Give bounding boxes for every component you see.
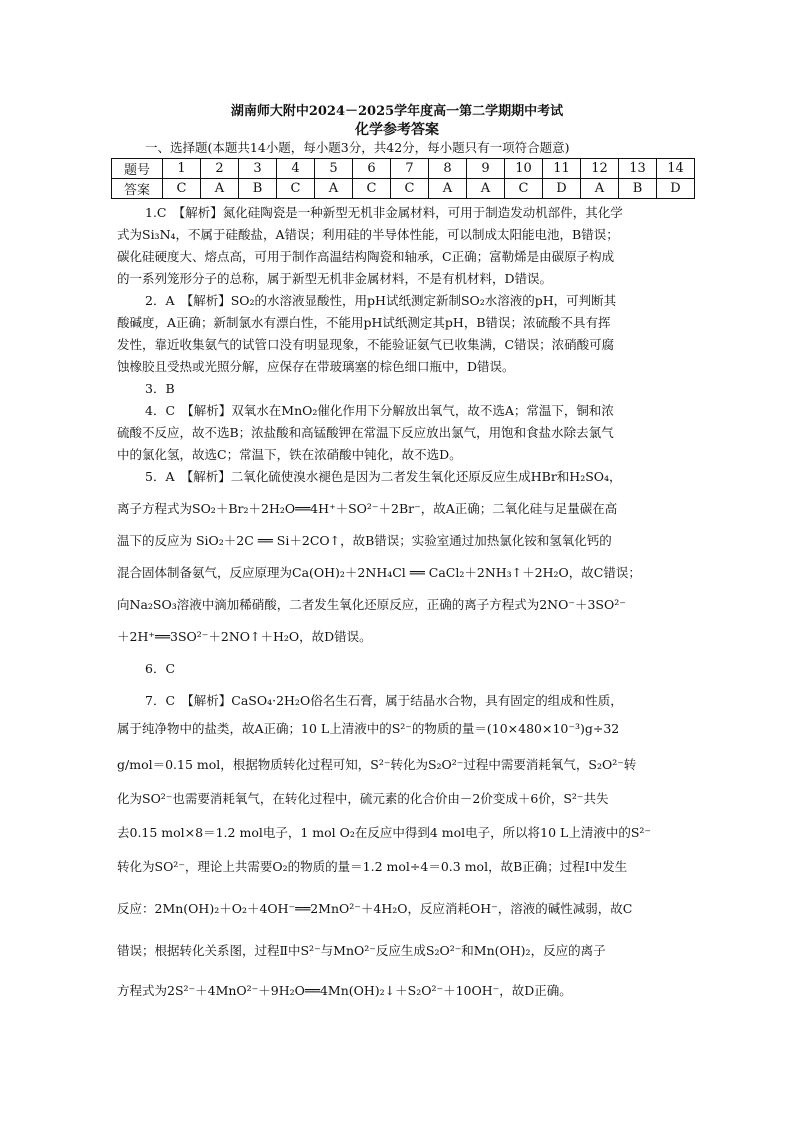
text-line: 向Na₂SO₃溶液中滴加稀硝酸，二者发生氧化还原反应，正确的离子方程式为2NO⁻＋3SO²⁻ [117, 597, 626, 612]
text-line: 方程式为2S²⁻＋4MnO²⁻＋9H₂O══4Mn(OH)₂↓＋S₂O²⁻＋10OH⁻，故D正确。 [117, 983, 572, 998]
row-label: 题号 [112, 159, 163, 179]
text-line: 的一系列笼形分子的总称，属于新型无机非金属材料，不是有机材料，D错误。 [117, 271, 553, 286]
text-line: 温下的反应为 SiO₂＋2C ══ Si＋2CO↑，故B错误；实验室通过加热氯化铵和氢氧化钙的 [117, 533, 612, 548]
text-line: 化为SO²⁻也需要消耗氧气，在转化过程中，硫元素的化合价由－2价变成＋6价，S²⁻共失 [117, 791, 609, 806]
table-cell: A [467, 179, 505, 199]
table-cell: 6 [353, 159, 391, 179]
page-title: 湖南师大附中2024－2025学年度高一第二学期期中考试 [230, 104, 564, 119]
table-cell: 4 [277, 159, 315, 179]
table-cell: A [581, 179, 619, 199]
table-cell: D [657, 179, 695, 199]
table-cell: 5 [315, 159, 353, 179]
table-cell: A [201, 179, 239, 199]
table-row-answers [112, 179, 695, 199]
text-line: 式为Si₃N₄，不属于硅酸盐，A错误；利用硅的半导体性能，可以制成太阳能电池，B错误； [117, 227, 619, 242]
table-row-numbers [112, 159, 695, 179]
table-cell: 10 [505, 159, 543, 179]
table-cell: A [315, 179, 353, 199]
text-line: 错误；根据转化关系图，过程Ⅱ中S²⁻与MnO²⁻反应生成S₂O²⁻和Mn(OH)₂，反应的离子 [117, 943, 606, 958]
text-line: 硫酸不反应，故不选B；浓盐酸和高锰酸钾在常温下反应放出氯气，用饱和食盐水除去氯气 [117, 425, 614, 440]
text-line: 中的氯化氢，故选C；常温下，铁在浓硝酸中钝化，故不选D。 [117, 447, 462, 462]
table-cell: 13 [619, 159, 657, 179]
table-cell: C [391, 179, 429, 199]
page-subtitle: 化学参考答案 [355, 122, 439, 138]
text-line: 离子方程式为SO₂＋Br₂＋2H₂O══4H⁺＋SO²⁻＋2Br⁻，故A正确；二氧化硅与足量碳在高 [117, 501, 618, 516]
text-line: 5．A 【解析】二氧化硫使溴水褪色是因为二者发生氧化还原反应生成HBr和H₂SO₄， [145, 469, 622, 484]
table-cell: 7 [391, 159, 429, 179]
table-cell: 12 [581, 159, 619, 179]
text-line: 1.C 【解析】氮化硅陶瓷是一种新型无机非金属材料，可用于制造发动机部件，其化学 [145, 205, 623, 220]
table-cell: B [239, 179, 277, 199]
table-cell: 3 [239, 159, 277, 179]
text-line: 发性，靠近收集氨气的试管口没有明显现象，不能验证氨气已收集满，C错误；浓硝酸可腐 [117, 337, 615, 352]
table-cell: D [543, 179, 581, 199]
text-line: g/mol＝0.15 mol，根据物质转化过程可知，S²⁻转化为S₂O²⁻过程中需要消耗氧气，S₂O²⁻转 [117, 757, 637, 772]
table-cell: C [353, 179, 391, 199]
text-line: 转化为SO²⁻，理论上共需要O₂的物质的量＝1.2 mol÷4＝0.3 mol，故B正确；过程Ⅰ中发生 [117, 859, 628, 874]
text-line: 6．C [145, 661, 176, 676]
text-line: 属于纯净物中的盐类，故A正确；10 L上清液中的S²⁻的物质的量＝(10×480×10⁻³)g÷32 [117, 721, 620, 736]
text-line: 碳化硅硬度大、熔点高，可用于制作高温结构陶瓷和轴承，C正确；富勒烯是由碳原子构成 [117, 249, 615, 264]
table-cell: 9 [467, 159, 505, 179]
table-cell: A [429, 179, 467, 199]
answer-table [111, 158, 695, 199]
table-cell: C [163, 179, 201, 199]
text-line: 7．C 【解析】CaSO₄·2H₂O俗名生石膏，属于结晶水合物，具有固定的组成和性质， [145, 693, 623, 708]
text-line: 蚀橡胶且受热或光照分解，应保存在带玻璃塞的棕色细口瓶中，D错误。 [117, 359, 515, 374]
table-cell: C [277, 179, 315, 199]
text-line: 去0.15 mol×8＝1.2 mol电子，1 mol O₂在反应中得到4 mol电子，所以将10 L上清液中的S²⁻ [117, 825, 652, 840]
text-line: 反应：2Mn(OH)₂＋O₂＋4OH⁻══2MnO²⁻＋4H₂O，反应消耗OH⁻，溶液的碱性减弱，故C [117, 901, 633, 916]
table-cell: 1 [163, 159, 201, 179]
table-cell: 14 [657, 159, 695, 179]
table-cell: C [505, 179, 543, 199]
table-cell: 8 [429, 159, 467, 179]
text-line: 4．C 【解析】双氧水在MnO₂催化作用下分解放出氧气，故不选A；常温下，铜和浓 [145, 403, 614, 418]
table-cell: 11 [543, 159, 581, 179]
text-line: 酸碱度，A正确；新制氯水有漂白性，不能用pH试纸测定其pH，B错误；浓硫酸不具有挥 [117, 315, 611, 330]
section-heading: 一、选择题(本题共14小题，每小题3分，共42分，每小题只有一项符合题意) [145, 140, 570, 155]
table-cell: 2 [201, 159, 239, 179]
text-line: ＋2H⁺══3SO²⁻＋2NO↑＋H₂O，故D错误。 [117, 629, 372, 644]
text-line: 混合固体制备氨气，反应原理为Ca(OH)₂＋2NH₄Cl ══ CaCl₂＋2NH₃↑＋2H₂O，故C错误； [117, 565, 641, 580]
table-cell: B [619, 179, 657, 199]
row-label: 答案 [112, 179, 163, 199]
text-line: 2．A 【解析】SO₂的水溶液显酸性，用pH试纸测定新制SO₂水溶液的pH，可判断其 [145, 293, 617, 308]
text-line: 3．B [145, 381, 175, 396]
